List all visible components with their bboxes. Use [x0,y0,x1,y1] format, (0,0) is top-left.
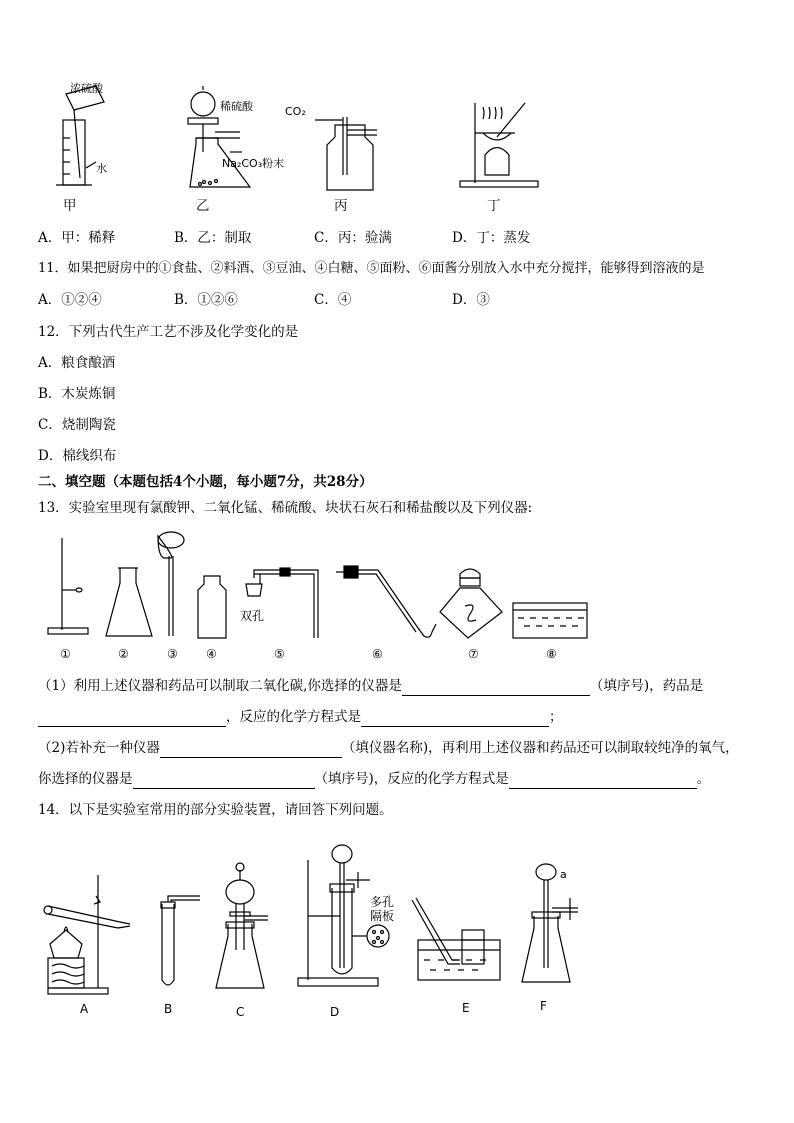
q12-option-a: A．粮食酿酒 [38,355,116,371]
q13-extra-instrument-blank[interactable] [160,741,342,758]
q10-label-bing: 丙 [334,198,348,214]
q12-option-b: B．木炭炼铜 [38,386,116,402]
q14-label-F: F [540,999,547,1013]
q12-option-d: D．棉线织布 [38,448,117,464]
q13-label-7: ⑦ [468,647,479,661]
q13-part2-line1 [38,738,739,758]
q14-label-E: E [462,1001,470,1015]
q10-label-ding: 丁 [487,198,501,214]
q14-label-a-small: a [560,868,567,881]
q13-p1-text-b: （填序号)，药品是 [589,678,704,694]
q13-p1-text-a: （1）利用上述仪器和药品可以制取二氧化碳,你选择的仪器是 [38,678,402,694]
q12-stem: 12．下列古代生产工艺不涉及化学变化的是 [38,324,299,340]
q10-fig-co2: CO₂ [285,105,306,118]
q13-o2-equation-blank[interactable] [509,772,697,789]
q13-stem: 13．实验室里现有氯酸钾、二氧化锰、稀硫酸、块状石灰石和稀盐酸以及下列仪器: [38,500,533,516]
q10-label-jia: 甲 [63,198,77,214]
q11-option-c: C．④ [314,292,352,308]
q10-figure-bing [285,105,385,195]
q14-label-A: A [80,1002,89,1016]
q14-stem: 14．以下是实验室常用的部分实验装置，请回答下列问题。 [38,802,393,818]
q13-label-4: ④ [206,647,217,661]
q13-part2-line2 [38,769,710,789]
q13-p2-text-c: 你选择的仪器是 [38,771,133,787]
section-heading: 二、填空题（本题包括4个小题，每小题7分，共28分） [38,474,373,490]
q13-label-5: ⑤ [274,647,285,661]
q13-label-6: ⑥ [372,647,383,661]
q13-label-1: ① [60,647,71,661]
q13-p1-text-c: ，反应的化学方程式是 [226,709,361,725]
q10-fig-conc-acid: 浓硫酸 [70,82,103,95]
q10-option-a: A．甲：稀释 [38,230,116,246]
q14-label-C: C [236,1005,245,1019]
q13-label-2: ② [118,647,129,661]
q13-double-hole: 双孔 [240,609,265,623]
q10-figure-jia [48,80,128,195]
q13-p2-text-e: 。 [696,771,711,787]
q10-figure-ding [455,95,545,195]
q10-fig-water: 水 [96,162,107,175]
q10-option-c: C．丙：验满 [314,230,392,246]
q14-porous-plate-1: 多孔 [370,895,395,909]
q10-figure-yi [170,82,290,194]
q13-o2-instruments-blank[interactable] [133,772,315,789]
q13-p1-text-d: ； [549,709,563,725]
q10-option-d: D．丁：蒸发 [452,230,531,246]
q14-apparatus [40,840,620,1020]
q10-option-b: B．乙：制取 [174,230,252,246]
q13-p2-text-d: （填序号)，反应的化学方程式是 [314,771,509,787]
q14-porous-plate-2: 隔板 [370,909,395,923]
q10-fig-na2co3: Na₂CO₃粉末 [222,157,285,170]
q13-part1-line2 [38,707,563,727]
q14-label-B: B [164,1002,173,1016]
q13-part1-line1 [38,676,703,696]
q11-option-a: A．①②④ [38,292,102,308]
q13-p2-text-b: （填仪器名称)，再利用上述仪器和药品还可以制取较纯净的氧气， [341,740,739,756]
q11-option-d: D．③ [452,292,490,308]
q10-label-yi: 乙 [196,198,210,214]
q13-p2-text-a: （2)若补充一种仪器 [38,740,160,756]
q13-equation-blank[interactable] [361,710,549,727]
q13-instruments-blank[interactable] [402,679,590,696]
q13-instruments [40,528,600,663]
q10-fig-dilute-acid: 稀硫酸 [220,100,253,113]
q11-stem: 11．如果把厨房中的①食盐、②料酒、③豆油、④白糖、⑤面粉、⑥面酱分别放入水中充分搅拌，能够得到溶液的是 [38,261,705,276]
q11-option-b: B．①②⑥ [174,292,238,308]
q13-label-8: ⑧ [546,647,557,661]
q13-reagents-blank[interactable] [38,710,226,727]
q12-option-c: C．烧制陶瓷 [38,417,116,433]
q13-label-3: ③ [167,647,178,661]
q14-label-D: D [330,1005,340,1019]
